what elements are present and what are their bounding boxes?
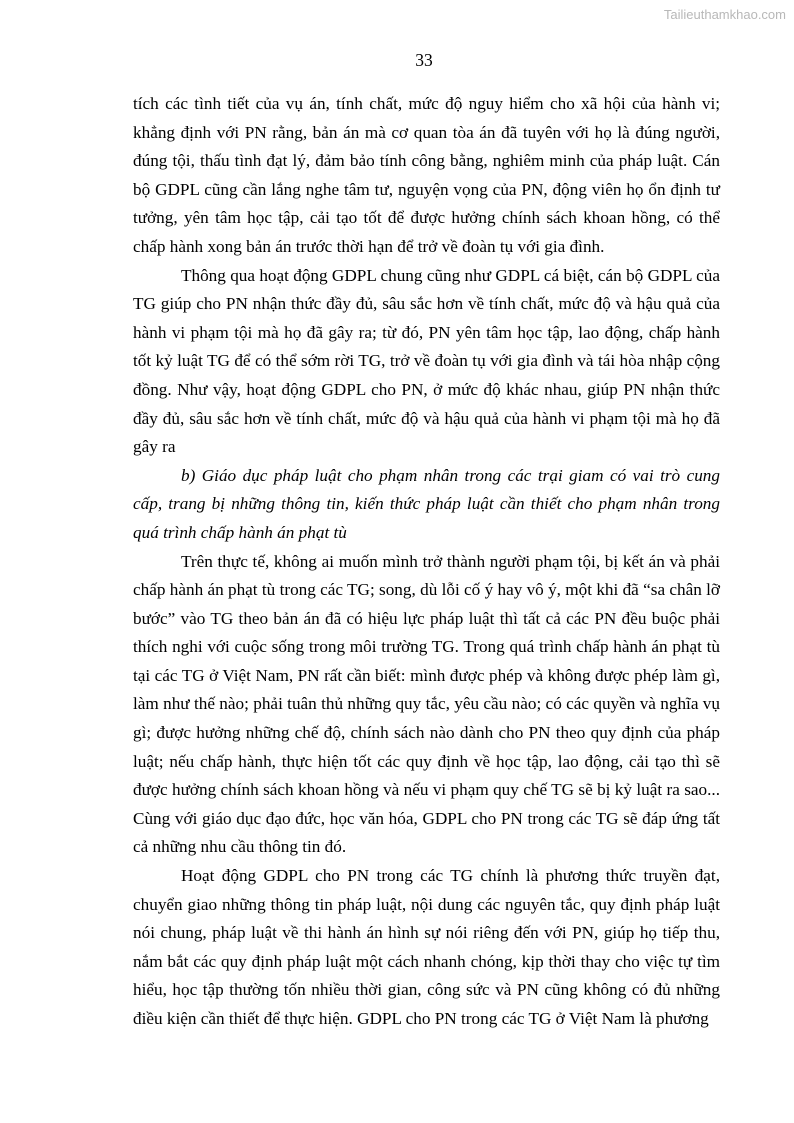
paragraph: Thông qua hoạt động GDPL chung cũng như GDPL cá biệt, cán bộ GDPL của TG giúp cho PN nhận thức đầy đủ, sâu sắc hơn về tính chất, mức độ và hậu quả của hành vi phạm tội mà họ đã gây ra; từ đó, PN yên tâm học tập, lao động, chấp hành tốt kỷ luật TG để có thể sớm rời TG, trở về đoàn tụ với gia đình và tái hòa nhập cộng đồng. Như vậy, hoạt động GDPL cho PN, ở mức độ khác nhau, giúp PN nhận thức đầy đủ, sâu sắc hơn về tính chất, mức độ và hậu quả của hành vi phạm tội mà họ đã gây ra: [133, 265, 720, 457]
page-number: 33: [415, 50, 433, 70]
paragraph-continuation: tích các tình tiết của vụ án, tính chất, mức độ nguy hiểm cho xã hội của hành vi; khẳng định với PN rằng, bản án mà cơ quan tòa án đã tuyên với họ là đúng người, đúng tội, thấu tình đạt lý, đảm bảo tính công bằng, nghiêm minh của pháp luật. Cán bộ GDPL cũng cần lắng nghe tâm tư, nguyện vọng của PN, động viên họ ổn định tư tưởng, yên tâm học tập, cải tạo tốt để được hưởng chính sách khoan hồng, có thể chấp hành xong bản án trước thời hạn để trở về đoàn tụ với gia đình.: [133, 94, 720, 256]
section-heading-b: b) Giáo dục pháp luật cho phạm nhân trong các trại giam có vai trò cung cấp, trang bị những thông tin, kiến thức pháp luật cần thiết cho phạm nhân trong quá trình chấp hành án phạt tù: [133, 465, 720, 542]
paragraph: Hoạt động GDPL cho PN trong các TG chính là phương thức truyền đạt, chuyển giao những thông tin pháp luật, nội dung các nguyên tắc, quy định pháp luật nói chung, pháp luật về thi hành án hình sự nói riêng đến với PN, giúp họ tiếp thu, nắm bắt các quy định pháp luật một cách nhanh chóng, kịp thời thay cho việc tự tìm hiểu, học tập thường tốn nhiều thời gian, công sức và PN cũng không có đủ những điều kiện cần thiết để thực hiện. GDPL cho PN trong các TG ở Việt Nam là phương: [133, 866, 720, 1028]
document-body: [133, 90, 720, 1034]
watermark: Tailieuthamkhao.com: [663, 7, 786, 22]
paragraph: Trên thực tế, không ai muốn mình trở thành người phạm tội, bị kết án và phải chấp hành án phạt tù trong các TG; song, dù lỗi cố ý hay vô ý, một khi đã “sa chân lỡ bước” vào TG theo bản án đã có hiệu lực pháp luật thì tất cả các PN đều buộc phải thích nghi với cuộc sống trong môi trường TG. Trong quá trình chấp hành án phạt tù tại các TG ở Việt Nam, PN rất cần biết: mình được phép và không được phép làm gì, làm như thế nào; phải tuân thủ những quy tắc, yêu cầu nào; có các quyền và nghĩa vụ gì; được hưởng những chế độ, chính sách nào dành cho PN theo quy định của pháp luật; nếu chấp hành, thực hiện tốt các quy định về học tập, lao động, cải tạo thì sẽ được hưởng chính sách khoan hồng và nếu vi phạm quy chế TG sẽ bị kỷ luật ra sao... Cùng với giáo dục đạo đức, học văn hóa, GDPL cho PN trong các TG sẽ đáp ứng tất cả những nhu cầu thông tin đó.: [133, 551, 720, 857]
